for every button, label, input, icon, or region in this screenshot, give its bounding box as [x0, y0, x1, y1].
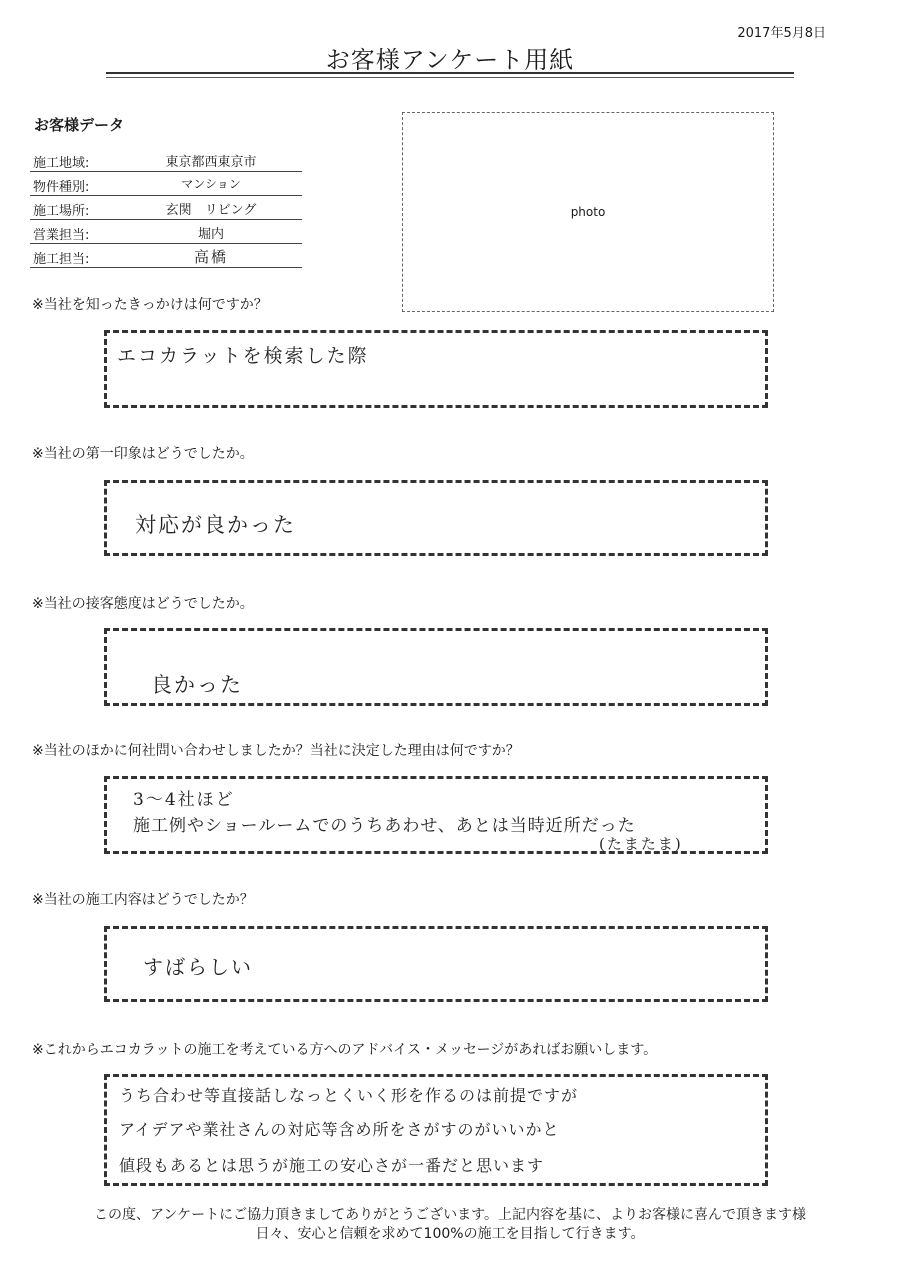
- customer-row-sales-rep: [30, 220, 302, 244]
- row-value: 玄関 リビング: [165, 203, 257, 218]
- customer-data-table: [30, 148, 302, 268]
- answer-1-line-1: エコカラットを検索した際: [117, 345, 369, 367]
- answer-box-5: [104, 926, 768, 1002]
- question-6: ※これからエコカラットの施工を考えている方へのアドバイス・メッセージがあればお願いします。: [32, 1042, 658, 1058]
- question-1: ※当社を知ったきっかけは何ですか？: [32, 297, 268, 313]
- answer-6-line-1: うち合わせ等直接話しなっとくいく形を作るのは前提ですが: [119, 1086, 579, 1105]
- answer-box-1: [104, 330, 768, 408]
- row-label: 物件種別:: [33, 180, 90, 195]
- question-5: ※当社の施工内容はどうでしたか？: [32, 892, 254, 908]
- row-value: 堀内: [197, 227, 224, 242]
- answer-4-line-2: 施工例やショールームでのうちあわせ、あとは当時近所だった: [133, 816, 636, 836]
- photo-placeholder: [402, 112, 774, 312]
- question-4: ※当社のほかに何社問い合わせしましたか？当社に決定した理由は何ですか？: [32, 743, 520, 759]
- row-value-handwritten: 高橋: [193, 248, 228, 266]
- page-title: お客様アンケート用紙: [325, 46, 575, 74]
- row-label: 施工担当:: [33, 252, 90, 267]
- answer-box-3: [104, 628, 768, 706]
- row-label: 施工地域:: [33, 156, 90, 171]
- title-divider: [106, 72, 794, 74]
- customer-data-heading: お客様データ: [34, 116, 125, 134]
- answer-3-line-1: 良かった: [151, 673, 243, 697]
- date: 2017年5月8日: [737, 26, 826, 41]
- customer-row-location: [30, 196, 302, 220]
- answer-4-line-1: 3〜4社ほど: [133, 790, 235, 810]
- row-label: 施工場所:: [33, 204, 90, 219]
- answer-4-line-3: (たまたま): [599, 835, 683, 853]
- footer-line-2: 日々、安心と信頼を求めて100%の施工を目指して行きます。: [255, 1226, 645, 1242]
- row-value: マンション: [181, 177, 241, 191]
- answer-5-line-1: すばらしい: [143, 955, 253, 979]
- row-value: 東京都西東京市: [165, 155, 257, 170]
- answer-box-4: [104, 776, 768, 854]
- answer-box-2: [104, 480, 768, 556]
- answer-box-6: [104, 1074, 768, 1186]
- answer-6-line-2: アイデアや業社さんの対応等含め所をさがすのがいいかと: [119, 1120, 560, 1139]
- footer-line-1: この度、アンケートにご協力頂きましてありがとうございます。上記内容を基に、よりお客様に喜んで頂きます様: [93, 1207, 807, 1223]
- answer-6-line-3: 値段もあるとは思うが施工の安心さが一番だと思います: [119, 1156, 545, 1175]
- row-label: 営業担当:: [33, 228, 90, 243]
- photo-label: photo: [570, 205, 606, 219]
- answer-2-line-1: 対応が良かった: [135, 513, 296, 537]
- customer-row-property-type: [30, 172, 302, 196]
- customer-row-installer: [30, 244, 302, 268]
- title-divider-thin: [106, 77, 794, 78]
- customer-row-area: [30, 148, 302, 172]
- question-2: ※当社の第一印象はどうでしたか。: [32, 446, 254, 462]
- question-3: ※当社の接客態度はどうでしたか。: [32, 596, 254, 612]
